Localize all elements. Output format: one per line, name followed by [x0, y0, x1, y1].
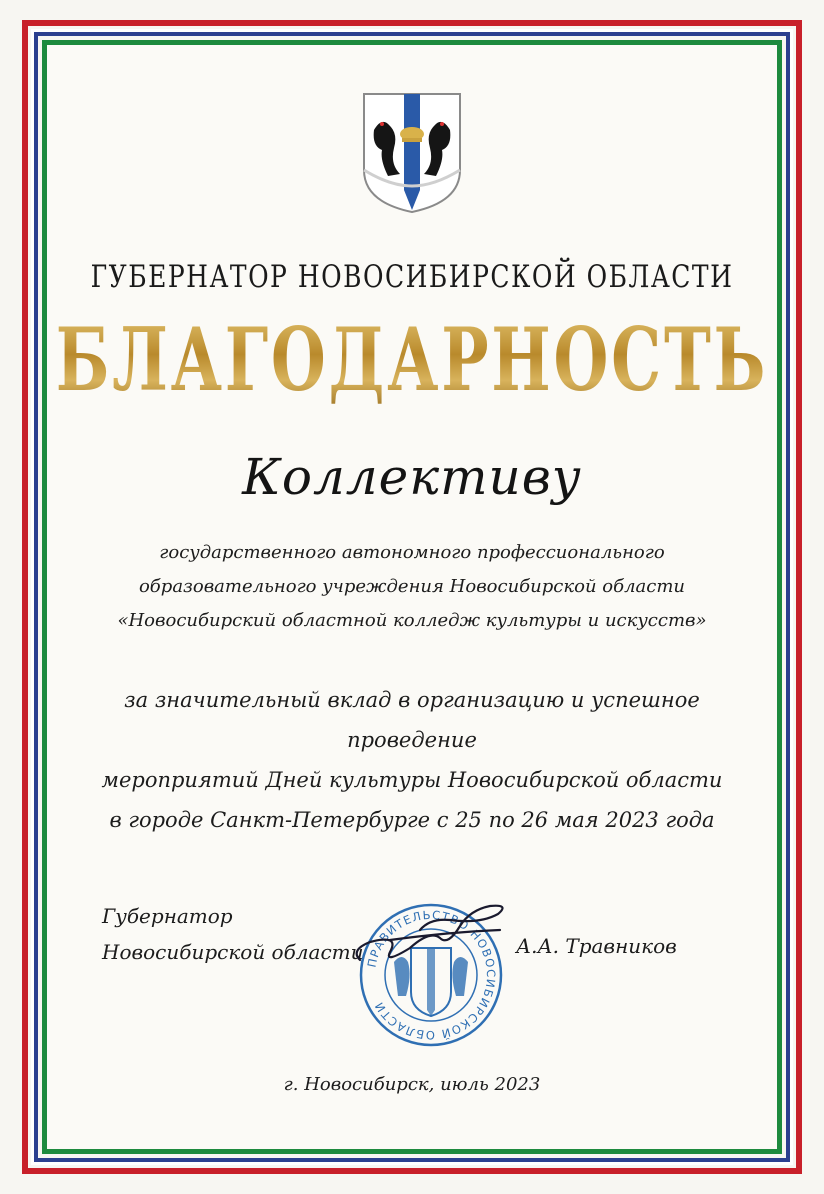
reason-line: за значительный вклад в организацию и успешное проведение — [124, 688, 700, 752]
place-and-date: г. Новосибирск, июль 2023 — [283, 1074, 541, 1095]
novosibirsk-coat-of-arms-icon — [360, 90, 464, 214]
addressee: Коллективу — [242, 448, 582, 506]
issuer-heading: ГУБЕРНАТОР НОВОСИБИРСКОЙ ОБЛАСТИ — [90, 258, 734, 295]
signatory-position — [102, 898, 364, 970]
handwritten-signature — [330, 890, 530, 980]
seal-text: ПРАВИТЕЛЬСТВО НОВОСИБИРСКОЙ ОБЛАСТИ — [364, 907, 499, 1043]
position-line: Губернатор — [102, 904, 233, 928]
organization-text — [60, 536, 764, 638]
organization-line: «Новосибирский областной колледж культуры и искусств» — [117, 610, 707, 631]
signatory-name: А.А. Травников — [516, 934, 677, 958]
reason-line: в городе Санкт-Петербурге с 25 по 26 мая 2023 года — [109, 808, 715, 832]
reason-line: мероприятий Дней культуры Новосибирской области — [101, 768, 723, 792]
organization-line: образовательного учреждения Новосибирской области — [138, 576, 686, 597]
reason-text — [60, 680, 764, 840]
position-line: Новосибирской области — [102, 940, 364, 964]
certificate-title: БЛАГОДАРНОСТЬ — [41, 308, 783, 412]
organization-line: государственного автономного профессионального — [159, 542, 665, 563]
